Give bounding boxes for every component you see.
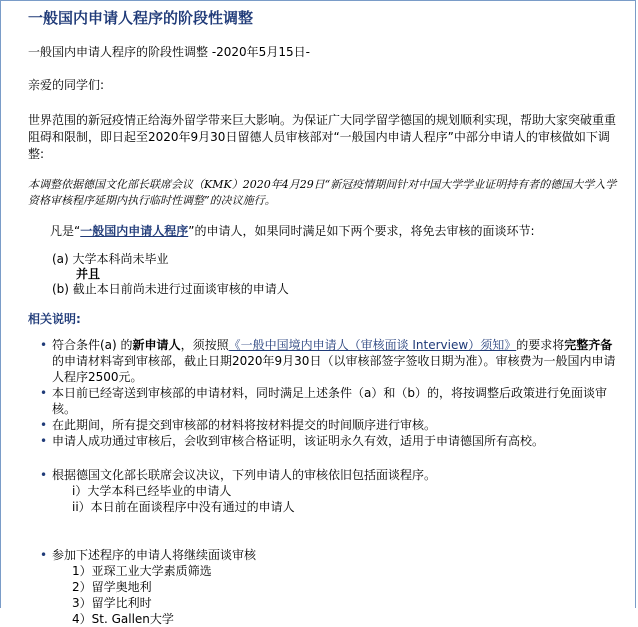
requirement-b: (b) 截止本日前尚未进行过面谈审核的申请人 xyxy=(52,282,289,296)
notes-list xyxy=(28,337,618,449)
article xyxy=(28,8,618,627)
continue-interview-list xyxy=(28,547,618,563)
cond-prefix: 凡是“ xyxy=(50,224,81,238)
b1-pre: 符合条件(a) 的 xyxy=(52,338,133,352)
requirement-a: (a) 大学本科尚未毕业 xyxy=(52,252,169,266)
intro-paragraph: 世界范围的新冠疫情正给海外留学带来巨大影响。为保证广大同学留学德国的规划顺利实现，帮助大家突破重重阻碍和限制，即日起至2020年9月30日留德人员审核部对“一般国内申请人程序”中部分申请人的审核做如下调整: xyxy=(28,113,617,161)
sub-item-i: i）大学本科已经毕业的申请人 xyxy=(72,484,232,498)
list-item: • 本日前已经寄送到审核部的申请材料，同时满足上述条件（a）和（b）的，将按调整后政策进行免面谈审核。 xyxy=(42,385,618,417)
condition-sentence xyxy=(50,223,618,240)
b1-mid2: 的要求将 xyxy=(516,338,565,352)
greeting: 亲爱的同学们: xyxy=(28,78,105,92)
cond-suffix: ”的申请人，如果同时满足如下两个要求，将免去审核的面谈环节: xyxy=(188,224,535,238)
page-title: 一般国内申请人程序的阶段性调整 xyxy=(28,9,254,27)
b1-bold: 新申请人 xyxy=(132,338,181,352)
interview-required-list xyxy=(28,467,618,483)
general-domestic-procedure-link[interactable]: 一般国内申请人程序 xyxy=(80,224,189,238)
list-item xyxy=(42,337,618,385)
related-notes-heading: 相关说明: xyxy=(28,312,81,326)
interview-guide-link[interactable]: 《一般中国境内申请人（审核面谈 Interview）须知》 xyxy=(228,338,517,352)
b1-post: 的申请材料寄到审核部，截止日期2020年9月30日（以审核部签字签收日期为准）。审核费为一般国内申请人程序2500元。 xyxy=(52,354,616,384)
list-item: • 参加下述程序的申请人将继续面谈审核 xyxy=(42,547,618,563)
program-item-2: 2）留学奥地利 xyxy=(72,580,152,594)
list-item: • 根据德国文化部长联席会议决议，下列申请人的审核依旧包括面谈程序。 xyxy=(42,467,618,483)
list-item: • 申请人成功通过审核后，会收到审核合格证明，该证明永久有效，适用于申请德国所有高校。 xyxy=(42,433,618,449)
sub-item-ii: ii）本日前在面谈程序中没有通过的申请人 xyxy=(72,500,295,514)
list-item: • 在此期间，所有提交到审核部的材料将按材料提交的时间顺序进行审核。 xyxy=(42,417,618,433)
program-item-4: 4）St. Gallen大学 xyxy=(72,612,174,626)
requirements-list xyxy=(52,252,618,297)
subtitle: 一般国内申请人程序的阶段性调整 -2020年5月15日- xyxy=(28,45,310,59)
b1-mid: ，须按照 xyxy=(180,338,229,352)
program-item-3: 3）留学比利时 xyxy=(72,596,152,610)
kmk-note: 本调整依据德国文化部长联席会议（KMK）2020年4月29日“新冠疫情期间针对中国大学学业证明持有者的德国大学入学资格审核程序延期内执行临时性调整”的决议施行。 xyxy=(28,178,617,207)
program-item-1: 1）亚琛工业大学素质筛选 xyxy=(72,564,212,578)
b1-bold2: 完整齐备 xyxy=(564,338,613,352)
requirement-and: 并且 xyxy=(76,267,101,281)
